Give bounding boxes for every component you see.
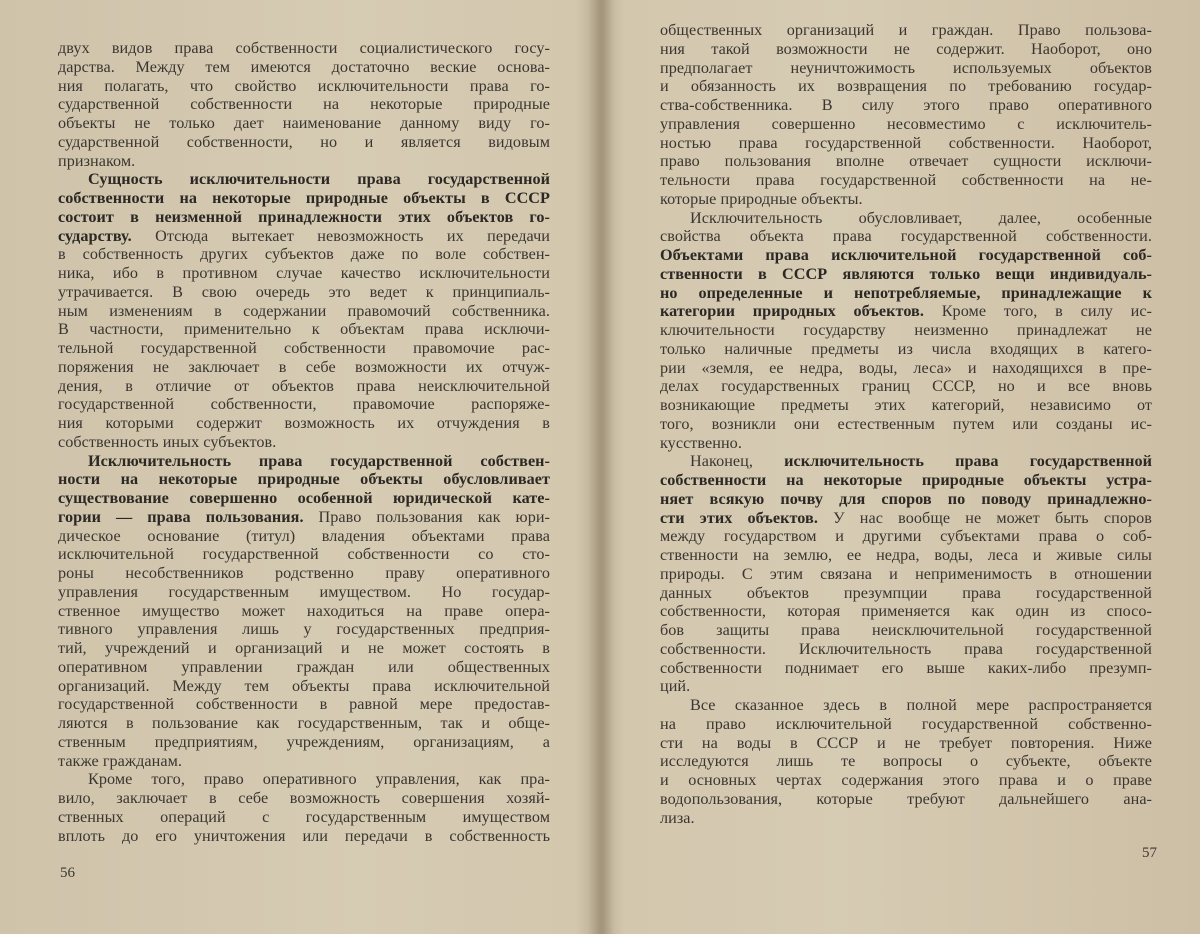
text-run: в собственность других субъектов даже по воле собствен- <box>58 245 550 264</box>
text-line <box>58 358 550 377</box>
text-run: В частности, применительно к объектам права исключи- <box>58 320 550 339</box>
text-run: тий, учреждений и организаций и не может состоять в <box>58 639 550 657</box>
text-run: Наконец, <box>690 452 785 471</box>
left-page-text <box>58 39 550 845</box>
text-line <box>58 245 550 264</box>
text-line <box>58 264 550 283</box>
text-run: тельности права государственной собственности на не- <box>660 171 1152 189</box>
text-run: право пользования вполне отвечает сущности исключи- <box>660 152 1152 171</box>
text-run: государственной собственности в равной мере предостав- <box>58 695 550 714</box>
text-line <box>660 152 1152 171</box>
text-run: ственности на землю, ее недра, воды, леса и живые силы <box>660 546 1152 564</box>
bold-text-run: Сущность исключительности права государственной <box>88 170 550 189</box>
text-run: ния такой возможности не содержит. Наоборот, оно <box>660 39 1152 58</box>
text-line <box>660 302 1152 321</box>
text-run: ственным предприятиям, учреждениям, организациям, а <box>58 732 550 751</box>
text-line <box>58 770 550 789</box>
right-page <box>660 0 1157 934</box>
bold-text-run: существование совершенно особенной юридической кате- <box>58 489 550 507</box>
text-line <box>58 733 550 752</box>
bold-text-run: Объектами права исключительной государственной соб- <box>660 246 1152 264</box>
text-run: ства-собственника. В силу этого право оперативного <box>660 96 1152 114</box>
text-line <box>58 95 550 114</box>
text-line <box>58 527 550 546</box>
bold-text-run: состоит в неизменной принадлежности этих объектов го- <box>58 207 550 226</box>
text-line <box>660 771 1152 790</box>
text-line <box>660 809 1152 828</box>
text-line <box>660 790 1152 809</box>
bold-text-run: ности на некоторые природные объекты обусловливает <box>58 470 550 489</box>
text-line <box>660 340 1152 359</box>
text-line <box>58 620 550 639</box>
text-line <box>58 452 550 471</box>
text-run: тельной государственной собственности правомочие рас- <box>58 339 550 357</box>
text-line <box>660 59 1152 78</box>
text-line <box>660 321 1152 340</box>
text-line <box>58 639 550 658</box>
text-line <box>58 320 550 339</box>
text-line <box>660 77 1152 96</box>
text-line <box>660 696 1152 715</box>
bold-text-run: няет всякую почву для споров по поводу принадлежно- <box>660 489 1152 508</box>
text-line <box>660 265 1152 284</box>
text-run: Право пользования как юри- <box>303 507 550 526</box>
text-run: сударственной собственности на некоторые природные <box>58 95 550 114</box>
text-run: на право исключительной государственной собственно- <box>660 714 1152 733</box>
text-line <box>660 134 1152 153</box>
text-run: ляются в пользование как государственным, так и обще- <box>58 714 550 732</box>
text-run: исключительной государственной собственности со сто- <box>58 545 550 564</box>
text-run: ственных операций с государственным имуществом <box>58 807 550 826</box>
text-run: поряжения не заключает в себе возможности их отчуж- <box>58 357 550 376</box>
text-line <box>660 227 1152 246</box>
text-line <box>660 190 1152 209</box>
text-line <box>58 133 550 152</box>
text-line <box>660 21 1152 40</box>
text-line <box>58 583 550 602</box>
text-line <box>660 715 1152 734</box>
text-run: вплоть до его уничтожения или передачи в собственность <box>58 826 550 845</box>
text-run: также гражданам. <box>58 751 182 770</box>
text-line <box>660 171 1152 190</box>
text-line <box>58 77 550 96</box>
text-run: свойства объекта права государственной собственности. <box>660 227 1152 246</box>
text-line <box>58 752 550 771</box>
bold-text-run: собственности на некоторые природные объекты устра- <box>660 471 1152 489</box>
text-run: Кроме того, право оперативного управления, как пра- <box>88 770 550 789</box>
bold-text-run: ственности в СССР являются только вещи индивидуаль- <box>660 264 1152 283</box>
left-page-number: 56 <box>60 865 75 881</box>
bold-text-run: но определенные и непотребляемые, принадлежащие к <box>660 283 1152 302</box>
text-line <box>660 640 1152 659</box>
text-run: Кроме того, в силу ис- <box>923 302 1152 321</box>
text-run: и основных чертах содержания этого права и о праве <box>660 771 1152 789</box>
text-run: собственности, которая применяется как один из спосо- <box>660 602 1152 621</box>
text-line <box>660 396 1152 415</box>
text-line <box>58 545 550 564</box>
text-line <box>58 658 550 677</box>
text-run: водопользования, которые требуют дальнейшего ана- <box>660 789 1152 808</box>
bold-text-run: Исключительность права государственной собствен- <box>88 451 550 470</box>
text-run: только наличные предметы из числа входящих в катего- <box>660 339 1152 358</box>
right-page-number: 57 <box>1142 845 1157 861</box>
text-line <box>660 490 1152 509</box>
text-line <box>58 208 550 227</box>
text-run: бов защиты права неисключительной государственной <box>660 621 1152 639</box>
text-line <box>660 565 1152 584</box>
text-run: сударственной собственности, но и является видовым <box>58 132 550 151</box>
text-run: Исключительность обусловливает, далее, особенные <box>690 208 1152 227</box>
text-line <box>58 564 550 583</box>
text-line <box>58 789 550 808</box>
bold-text-run: сударству. <box>58 226 132 245</box>
text-run: того, возникли они естественным путем или созданы ис- <box>660 414 1152 433</box>
text-line <box>58 414 550 433</box>
text-run: двух видов права собственности социалистического госу- <box>58 39 550 57</box>
text-run: ния полагать, что свойство исключительности права го- <box>58 76 550 95</box>
text-run: собственности. Исключительность права государственной <box>660 639 1152 658</box>
text-line <box>660 546 1152 565</box>
right-page-text <box>660 21 1152 827</box>
text-line <box>660 621 1152 640</box>
text-line <box>58 302 550 321</box>
text-line <box>58 714 550 733</box>
text-run: оперативном управлении граждан или общественных <box>58 657 550 676</box>
bold-text-run: гории — права пользования. <box>58 507 304 526</box>
text-run: природы. С этим связана и неприменимость в отношении <box>660 564 1152 583</box>
left-page <box>58 0 550 934</box>
text-run: ций. <box>660 677 691 696</box>
bold-text-run: собственности на некоторые природные объекты в СССР <box>58 189 550 207</box>
text-run: ключительности государству неизменно принадлежат не <box>660 321 1152 339</box>
text-run: ным изменениям в содержании правомочий собственника. <box>58 301 550 320</box>
text-line <box>58 808 550 827</box>
text-run: между государством и другими субъектами права о соб- <box>660 527 1152 546</box>
text-run: исследуются лишь те вопросы о субъекте, объекте <box>660 752 1152 771</box>
text-line <box>660 471 1152 490</box>
text-run: предполагает неуничтожимость используемых объектов <box>660 58 1152 77</box>
text-line <box>660 246 1152 265</box>
text-run: ния которыми содержит возможность их отчуждения в <box>58 414 550 432</box>
text-line <box>660 209 1152 228</box>
text-run: государственной собственности, правомочие распоряже- <box>58 395 550 414</box>
text-run: лиза. <box>660 808 695 827</box>
text-run: дическое основание (титул) владения объектами права <box>58 526 550 545</box>
text-line <box>660 659 1152 678</box>
text-line <box>660 584 1152 603</box>
text-run: управления государственным имуществом. Но государ- <box>58 582 550 601</box>
text-run: дарства. Между тем имеются достаточно веские основа- <box>58 57 550 76</box>
text-line <box>58 152 550 171</box>
text-line <box>660 527 1152 546</box>
text-line <box>660 509 1152 528</box>
text-line <box>58 489 550 508</box>
text-run: вило, заключает в себе возможность совершения хозяй- <box>58 789 550 807</box>
text-line <box>58 39 550 58</box>
text-line <box>58 677 550 696</box>
text-line <box>58 339 550 358</box>
text-line <box>660 734 1152 753</box>
text-line <box>58 114 550 133</box>
text-run: признаком. <box>58 151 136 170</box>
text-line <box>660 752 1152 771</box>
text-run: ственное имущество может находиться на праве опера- <box>58 601 550 620</box>
text-run: и обязанность их возвращения по требованию государ- <box>660 77 1152 96</box>
text-run: собственность иных субъектов. <box>58 432 277 451</box>
text-line <box>660 434 1152 453</box>
text-run: дения, в отличие от объектов права неисключительной <box>58 376 550 395</box>
text-line <box>58 695 550 714</box>
text-line <box>660 96 1152 115</box>
text-run: которые природные объекты. <box>660 189 863 208</box>
text-line <box>58 827 550 846</box>
text-run: общественных организаций и граждан. Право пользова- <box>660 21 1152 39</box>
text-line <box>58 395 550 414</box>
text-line <box>58 189 550 208</box>
text-run: организаций. Между тем объекты права исключительной <box>58 676 550 695</box>
text-run: возникающие предметы этих категорий, независимо от <box>660 396 1152 414</box>
text-line <box>660 415 1152 434</box>
bold-text-run: категории природных объектов. <box>660 302 924 321</box>
text-line <box>58 508 550 527</box>
text-line <box>660 359 1152 378</box>
text-line <box>660 40 1152 59</box>
text-line <box>660 452 1152 471</box>
text-run: объекты не только дает наименование данному виду го- <box>58 114 550 132</box>
text-line <box>58 227 550 246</box>
book-gutter <box>588 0 614 934</box>
text-line <box>58 170 550 189</box>
text-line <box>58 602 550 621</box>
text-run: ностью права государственной собственности. Наоборот, <box>660 133 1152 152</box>
text-run: роны несобственников родственно праву оперативного <box>58 564 550 582</box>
text-run: тивного управления лишь у государственных предприя- <box>58 620 550 639</box>
text-run: Все сказанное здесь в полной мере распространяется <box>690 696 1152 714</box>
text-line <box>58 377 550 396</box>
text-line <box>660 377 1152 396</box>
text-run: кусственно. <box>660 433 742 452</box>
text-line <box>660 284 1152 303</box>
text-line <box>660 115 1152 134</box>
text-run: управления совершенно несовместимо с исключитель- <box>660 114 1152 133</box>
text-run: сти на воды в СССР и не требует повторения. Ниже <box>660 733 1152 752</box>
text-run: утрачивается. В свою очередь это ведет к принципиаль- <box>58 282 550 301</box>
text-line <box>58 470 550 489</box>
text-run: рии «земля, ее недра, воды, леса» и находящихся в пре- <box>660 358 1152 377</box>
text-line <box>58 283 550 302</box>
bold-text-run: исключительность права государственной <box>784 452 1152 471</box>
text-line <box>660 677 1152 696</box>
text-line <box>660 602 1152 621</box>
text-line <box>58 433 550 452</box>
text-run: собственности поднимает его выше каких-либо презумп- <box>660 658 1152 677</box>
text-run: Отсюда вытекает невозможность их передачи <box>131 226 550 245</box>
text-run: делах государственных границ СССР, но и все вновь <box>660 377 1152 396</box>
text-run: данных объектов презумпции права государственной <box>660 583 1152 602</box>
text-run: У нас вообще не может быть споров <box>817 508 1152 527</box>
text-run: ника, ибо в противном случае качество исключительности <box>58 264 550 282</box>
bold-text-run: сти этих объектов. <box>660 508 818 527</box>
text-line <box>58 58 550 77</box>
